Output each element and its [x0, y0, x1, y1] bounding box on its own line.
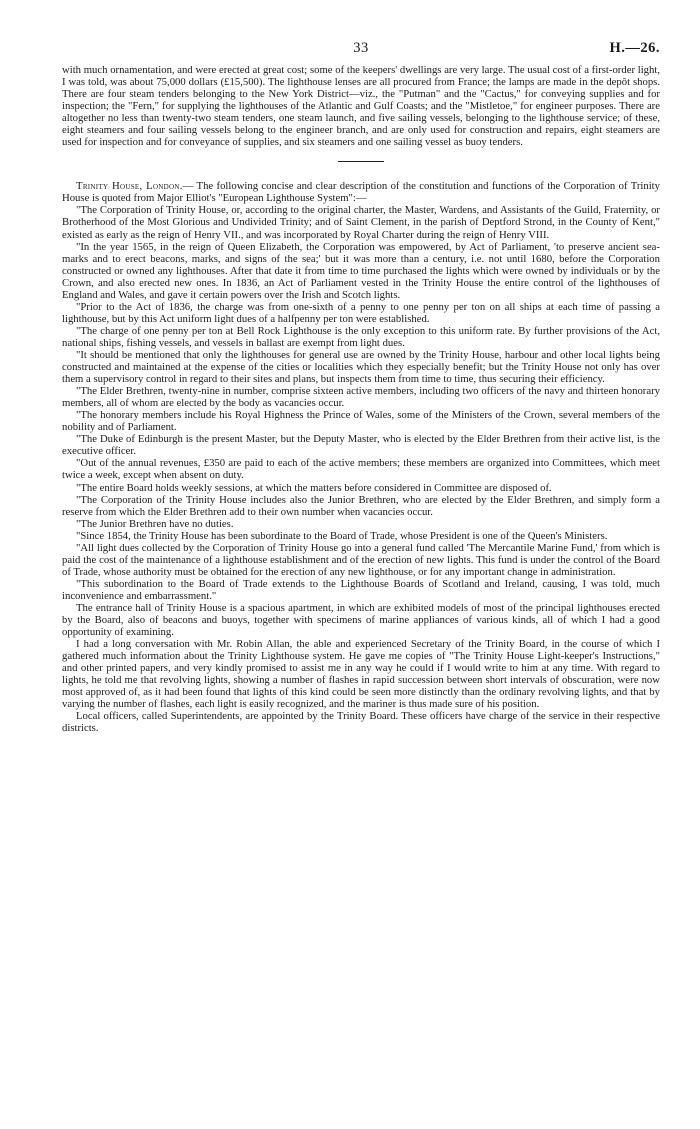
- paragraph: "The Elder Brethren, twenty-nine in number, comprise sixteen active members, including two officers of the navy and thirteen honorary members, all of whom are elected by the body as vacancies occur.: [62, 385, 660, 410]
- paragraph: "This subordination to the Board of Trade extends to the Lighthouse Boards of Scotland and Ireland, causing, I was told, much inconvenience and embarrassment.": [62, 577, 660, 602]
- document-reference: H.—26.: [609, 40, 660, 56]
- paragraph: "The Corporation of Trinity House, or, according to the original charter, the Master, Wardens, and Assistants of the Guild, Fraternity, or Brotherhood of the Most Glorious and Undivided Trinity; and of Saint Clement, in the parish of Deptford Strond, in the County of Kent," existed as early as the reign of Henry VII., and was incorporated by Royal Charter during the reign of Henry VIII.: [62, 204, 660, 241]
- paragraph-trinity-intro: [62, 180, 660, 204]
- paragraph: "The Corporation of the Trinity House includes also the Junior Brethren, who are elected by the Elder Brethren, and simply form a reserve from which the Elder Brethren add to their own number when vacancies occur.: [62, 493, 660, 518]
- paragraph: "Out of the annual revenues, £350 are paid to each of the active members; these members are organized into Committees, which meet twice a week, except when absent on duty.: [62, 457, 660, 482]
- paragraph: Local officers, called Superintendents, are appointed by the Trinity Board. These officers have charge of the service in their respective districts.: [62, 710, 660, 735]
- paragraph: "The Duke of Edinburgh is the present Master, but the Deputy Master, who is elected by the Elder Brethren from their active list, is the executive officer.: [62, 433, 660, 458]
- paragraph: "In the year 1565, in the reign of Queen Elizabeth, the Corporation was empowered, by Act of Parliament, 'to preserve ancient sea-marks and to erect beacons, marks, and signs of the sea;' but it was more than a century, i.e. not until 1680, before the Corporation constructed or owned any lighthouses. After that date it from time to time purchased the lights which were owned by individuals or by the Crown, and also erected new ones. In 1836, an Act of Parliament vested in the Trinity House the entire control of the lighthouses of England and Wales, and gave it certain powers over the Irish and Scotch lights.: [62, 240, 660, 301]
- paragraph: The entrance hall of Trinity House is a spacious apartment, in which are exhibited models of most of the principal lighthouses erected by the Board, also of beacons and buoys, together with specimens of marine appliances of various kinds, all of which I had a good opportunity of examining.: [62, 601, 660, 639]
- paragraph: "It should be mentioned that only the lighthouses for general use are owned by the Trinity House, harbour and other local lights being constructed and maintained at the expense of the cities or localities which they especially benefit; but the Trinity House not only has over them a supervisory control in regard to their sites and plans, but inspects them from time to time, thus securing their efficiency.: [62, 348, 660, 386]
- paragraph: "The entire Board holds weekly sessions, at which the matters before considered in Committee are disposed of.: [76, 481, 552, 494]
- section-heading: Trinity House, London.: [76, 180, 183, 193]
- section-divider: [338, 161, 384, 162]
- document-body: [62, 64, 660, 734]
- intro-text: — The following concise and clear description of the constitution and functions of the Corporation of Trinity House is quoted from Major Elliot's "European Lighthouse System":—: [62, 180, 660, 205]
- paragraph: "The charge of one penny per ton at Bell Rock Lighthouse is the only exception to this uniform rate. By further provisions of the Act, national ships, fishing vessels, and vessels in ballast are exempt from light dues.: [62, 324, 660, 349]
- paragraph: I had a long conversation with Mr. Robin Allan, the able and experienced Secretary of the Trinity Board, in the course of which I gathered much information about the Trinity Lighthouse system. He gave me copies of "The Trinity House Light-keeper's Instructions," and other printed papers, and very kindly promised to assist me in any way he could if I would write to him at any time. With regard to lights, he told me that revolving lights, showing a number of flashes in rapid succession between short intervals of obscuration, were now most approved of, as it had been found that lights of this kind could be seen more distinctly than the ordinary revolving lights, and that by varying the number of flashes, each light is easily recognized, and the mariner is thus made sure of his position.: [62, 638, 660, 711]
- page-header: [62, 40, 660, 62]
- page-number: 33: [353, 40, 369, 56]
- paragraph: "The honorary members include his Royal Highness the Prince of Wales, some of the Ministers of the Crown, several members of the nobility and of Parliament.: [62, 409, 660, 434]
- paragraph: "All light dues collected by the Corporation of Trinity House go into a general fund called 'The Mercantile Marine Fund,' from which is paid the cost of the maintenance of a lighthouse establishment and of the erection of new lights. This fund is under the control of the Board of Trade, whose authority must be obtained for the erection of any new lighthouse, or for any important change in administration.: [62, 541, 660, 578]
- paragraph: "Prior to the Act of 1836, the charge was from one-sixth of a penny to one penny per ton on all ships at each time of passing a lighthouse, but by this Act uniform light dues of a halfpenny per ton were established.: [62, 300, 660, 325]
- paragraph: "Since 1854, the Trinity House has been subordinate to the Board of Trade, whose President is one of the Queen's Ministers.: [76, 529, 608, 542]
- paragraph-lighthouse-service: with much ornamentation, and were erected at great cost; some of the keepers' dwellings are very large. The usual cost of a first-order light, I was told, was about 75,000 dollars (£15,500). The lighthouse lenses are all procured from France; the lamps are made in the depôt shops. There are four steam tenders belonging to the New York District—viz., the "Putman" and the "Cactus," for conveying supplies and for inspection; the "Fern," for supplying the lighthouses of the Atlantic and Gulf Coasts; and the "Mistletoe," for engineer purposes. There are altogether no less than twenty-two steam tenders, one steam launch, and five sailing vessels, belonging to the lighthouse service; of these, eight steamers and four sailing vessels belong to the engineer branch, and are only used for construction and repairs, eight steamers are used for inspection and for conveyance of supplies, and six steamers and one sailing vessel as buoy tenders.: [62, 64, 660, 149]
- paragraph: "The Junior Brethren have no duties.: [76, 517, 234, 530]
